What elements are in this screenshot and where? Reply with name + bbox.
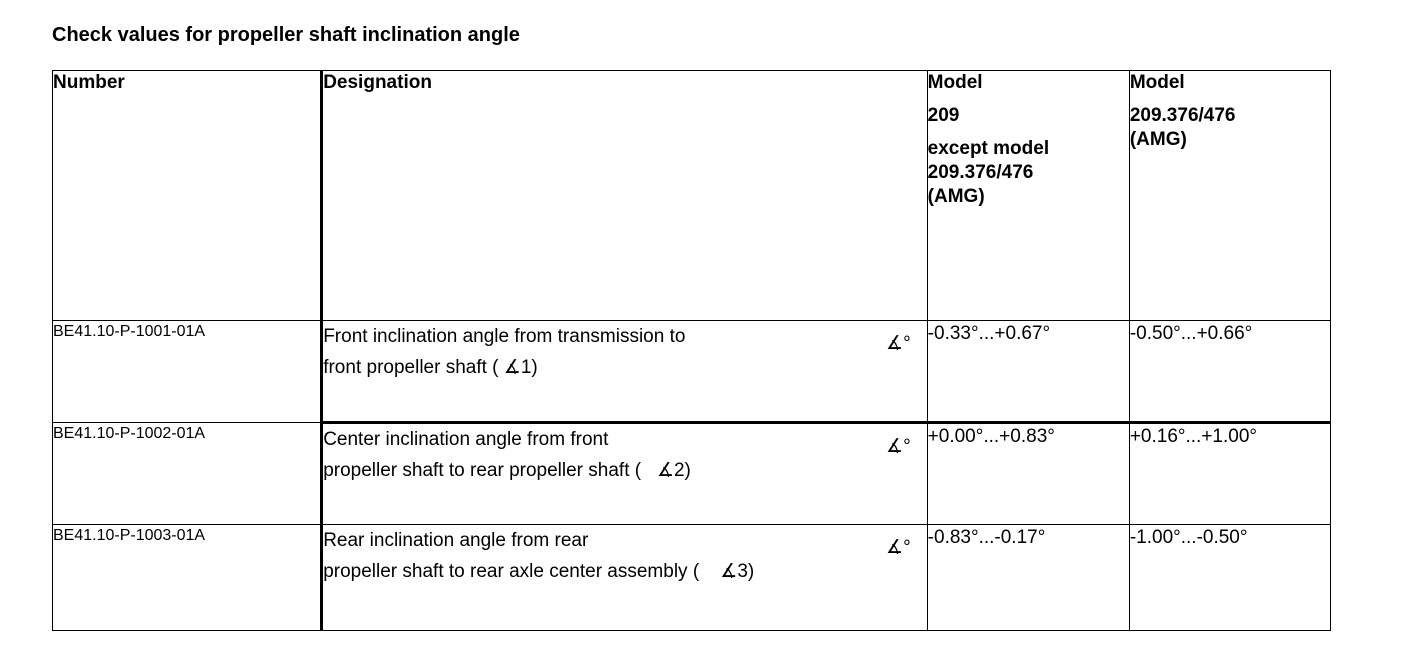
angle-unit-mark [886, 535, 911, 561]
designation-line1: Center inclination angle from front [323, 429, 609, 450]
header-designation [322, 71, 927, 321]
page-title: Check values for propeller shaft inclination angle [52, 24, 520, 46]
header-number [53, 71, 322, 321]
row-value-model1: -0.83°...-0.17° [927, 525, 1129, 631]
angle-icon: ∡ [886, 537, 904, 558]
angle-icon: ∡ [886, 436, 904, 457]
row-number: BE41.10-P-1001-01A [53, 321, 322, 423]
row-value-model1: -0.33°...+0.67° [927, 321, 1129, 423]
header-model2-line2: 209.376/476 [1129, 105, 1236, 126]
angle-unit-mark [886, 331, 911, 357]
angle-icon: ∡ [503, 357, 521, 378]
header-model1-line1: Model [927, 72, 983, 93]
header-model-amg [1129, 71, 1330, 321]
table-header-row [53, 71, 1331, 321]
designation-line1: Rear inclination angle from rear [323, 530, 589, 551]
check-values-table [52, 70, 1331, 631]
header-model2-line3: (AMG) [1129, 129, 1187, 150]
row-value-model1: +0.00°...+0.83° [927, 423, 1129, 525]
row-designation [322, 321, 927, 423]
designation-line1: Front inclination angle from transmission to [323, 326, 686, 347]
angle-icon: ∡ [720, 561, 738, 582]
row-number: BE41.10-P-1003-01A [53, 525, 322, 631]
row-value-model2: -0.50°...+0.66° [1129, 321, 1330, 423]
row-designation [322, 525, 927, 631]
designation-ref: 1) [520, 357, 538, 378]
header-model1-line5: (AMG) [927, 186, 985, 207]
angle-icon: ∡ [656, 460, 674, 481]
header-model2-line1: Model [1129, 72, 1185, 93]
table-row [53, 321, 1331, 423]
header-model1-line2: 209 [927, 105, 960, 126]
header-number-label: Number [53, 72, 125, 93]
angle-unit-mark [886, 434, 911, 460]
angle-icon: ∡ [886, 333, 904, 354]
header-model1-line3: except model [927, 138, 1050, 159]
angle-unit: ° [903, 537, 911, 558]
designation-ref: 2) [673, 460, 691, 481]
angle-unit: ° [903, 333, 911, 354]
designation-line2-prefix: front propeller shaft ( [323, 357, 499, 378]
row-value-model2: -1.00°...-0.50° [1129, 525, 1330, 631]
designation-line2-prefix: propeller shaft to rear propeller shaft ( [323, 460, 642, 481]
angle-unit: ° [903, 436, 911, 457]
row-value-model2: +0.16°...+1.00° [1129, 423, 1330, 525]
header-model-209 [927, 71, 1129, 321]
row-designation [322, 423, 927, 525]
table-row [53, 525, 1331, 631]
table-row [53, 423, 1331, 525]
designation-line2-prefix: propeller shaft to rear axle center assembly ( [323, 561, 700, 582]
row-number: BE41.10-P-1002-01A [53, 423, 322, 525]
header-model1-line4: 209.376/476 [927, 162, 1034, 183]
designation-line2 [323, 352, 926, 383]
designation-ref: 3) [737, 561, 755, 582]
designation-line2 [323, 556, 926, 587]
header-designation-label: Designation [323, 72, 432, 93]
designation-line2 [323, 455, 926, 486]
